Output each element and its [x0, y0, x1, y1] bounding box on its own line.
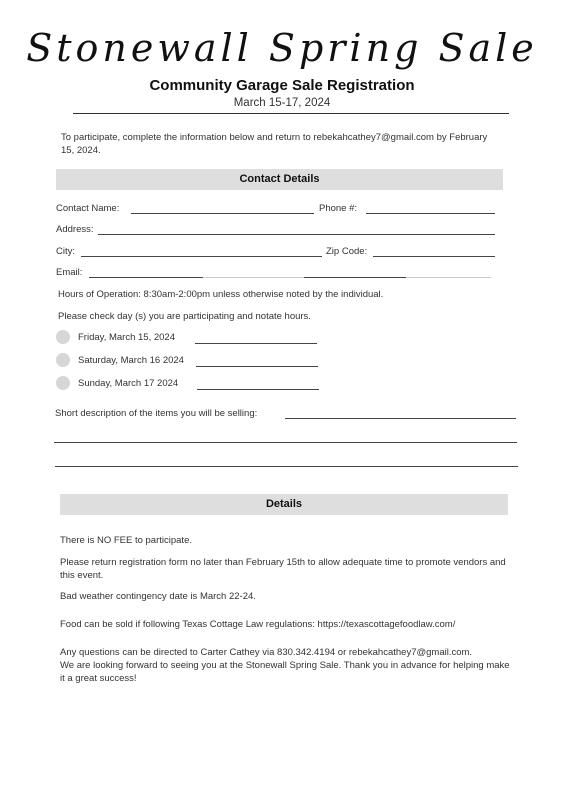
- address-field[interactable]: [98, 234, 495, 235]
- friday-hours-field[interactable]: [195, 343, 317, 344]
- description-field-line-2[interactable]: [54, 442, 517, 443]
- description-field-line-1[interactable]: [285, 418, 516, 419]
- description-field-line-3[interactable]: [55, 466, 518, 467]
- event-dates: March 15-17, 2024: [233, 97, 331, 109]
- contact-name-label: Contact Name:: [56, 203, 120, 214]
- address-label: Address:: [56, 224, 94, 235]
- zip-code-label: Zip Code:: [326, 246, 368, 257]
- friday-label: Friday, March 15, 2024: [78, 332, 175, 343]
- zip-code-field[interactable]: [373, 256, 495, 257]
- saturday-hours-field[interactable]: [196, 366, 318, 367]
- closing-text: We are looking forward to seeing you at the Stonewall Spring Sale. Thank you in advance for helping make it a great success!: [60, 660, 510, 684]
- saturday-label: Saturday, March 16 2024: [78, 355, 184, 366]
- email-field-end: [406, 277, 491, 278]
- friday-checkbox[interactable]: [56, 330, 70, 344]
- weather-text: Bad weather contingency date is March 22-24.: [60, 591, 256, 602]
- days-prompt: Please check day (s) you are participating and notate hours.: [58, 311, 311, 322]
- food-text: Food can be sold if following Texas Cottage Law regulations: https://texascottagefoodlaw.com/: [60, 619, 456, 630]
- description-label: Short description of the items you will be selling:: [55, 408, 258, 419]
- script-title: Stonewall Spring Sale: [26, 26, 538, 70]
- header-divider: [73, 113, 509, 114]
- intro-text: To participate, complete the information below and return to rebekahcathey7@gmail.com by February 15, 2024.: [61, 132, 488, 156]
- hours-of-operation: Hours of Operation: 8:30am-2:00pm unless otherwise noted by the individual.: [58, 289, 384, 300]
- sunday-hours-field[interactable]: [197, 389, 319, 390]
- phone-field[interactable]: [366, 213, 495, 214]
- phone-label: Phone #:: [319, 203, 358, 214]
- email-label: Email:: [56, 267, 83, 278]
- email-field-continuation: [203, 277, 304, 278]
- contact-details-heading: Contact Details: [56, 169, 503, 190]
- email-field[interactable]: [89, 277, 203, 278]
- city-field[interactable]: [81, 256, 322, 257]
- page-title: Community Garage Sale Registration: [149, 77, 415, 94]
- no-fee-text: There is NO FEE to participate.: [60, 535, 192, 546]
- questions-text: Any questions can be directed to Carter Cathey via 830.342.4194 or rebekahcathey7@gmail.com.: [60, 647, 473, 658]
- return-form-text: Please return registration form no later than February 15th to allow adequate time to promote vendors and this event.: [60, 557, 506, 581]
- sunday-label: Sunday, March 17 2024: [78, 378, 179, 389]
- email-field-segment: [304, 277, 406, 278]
- details-heading: Details: [60, 494, 508, 515]
- saturday-checkbox[interactable]: [56, 353, 70, 367]
- sunday-checkbox[interactable]: [56, 376, 70, 390]
- contact-name-field[interactable]: [131, 213, 314, 214]
- city-label: City:: [56, 246, 75, 257]
